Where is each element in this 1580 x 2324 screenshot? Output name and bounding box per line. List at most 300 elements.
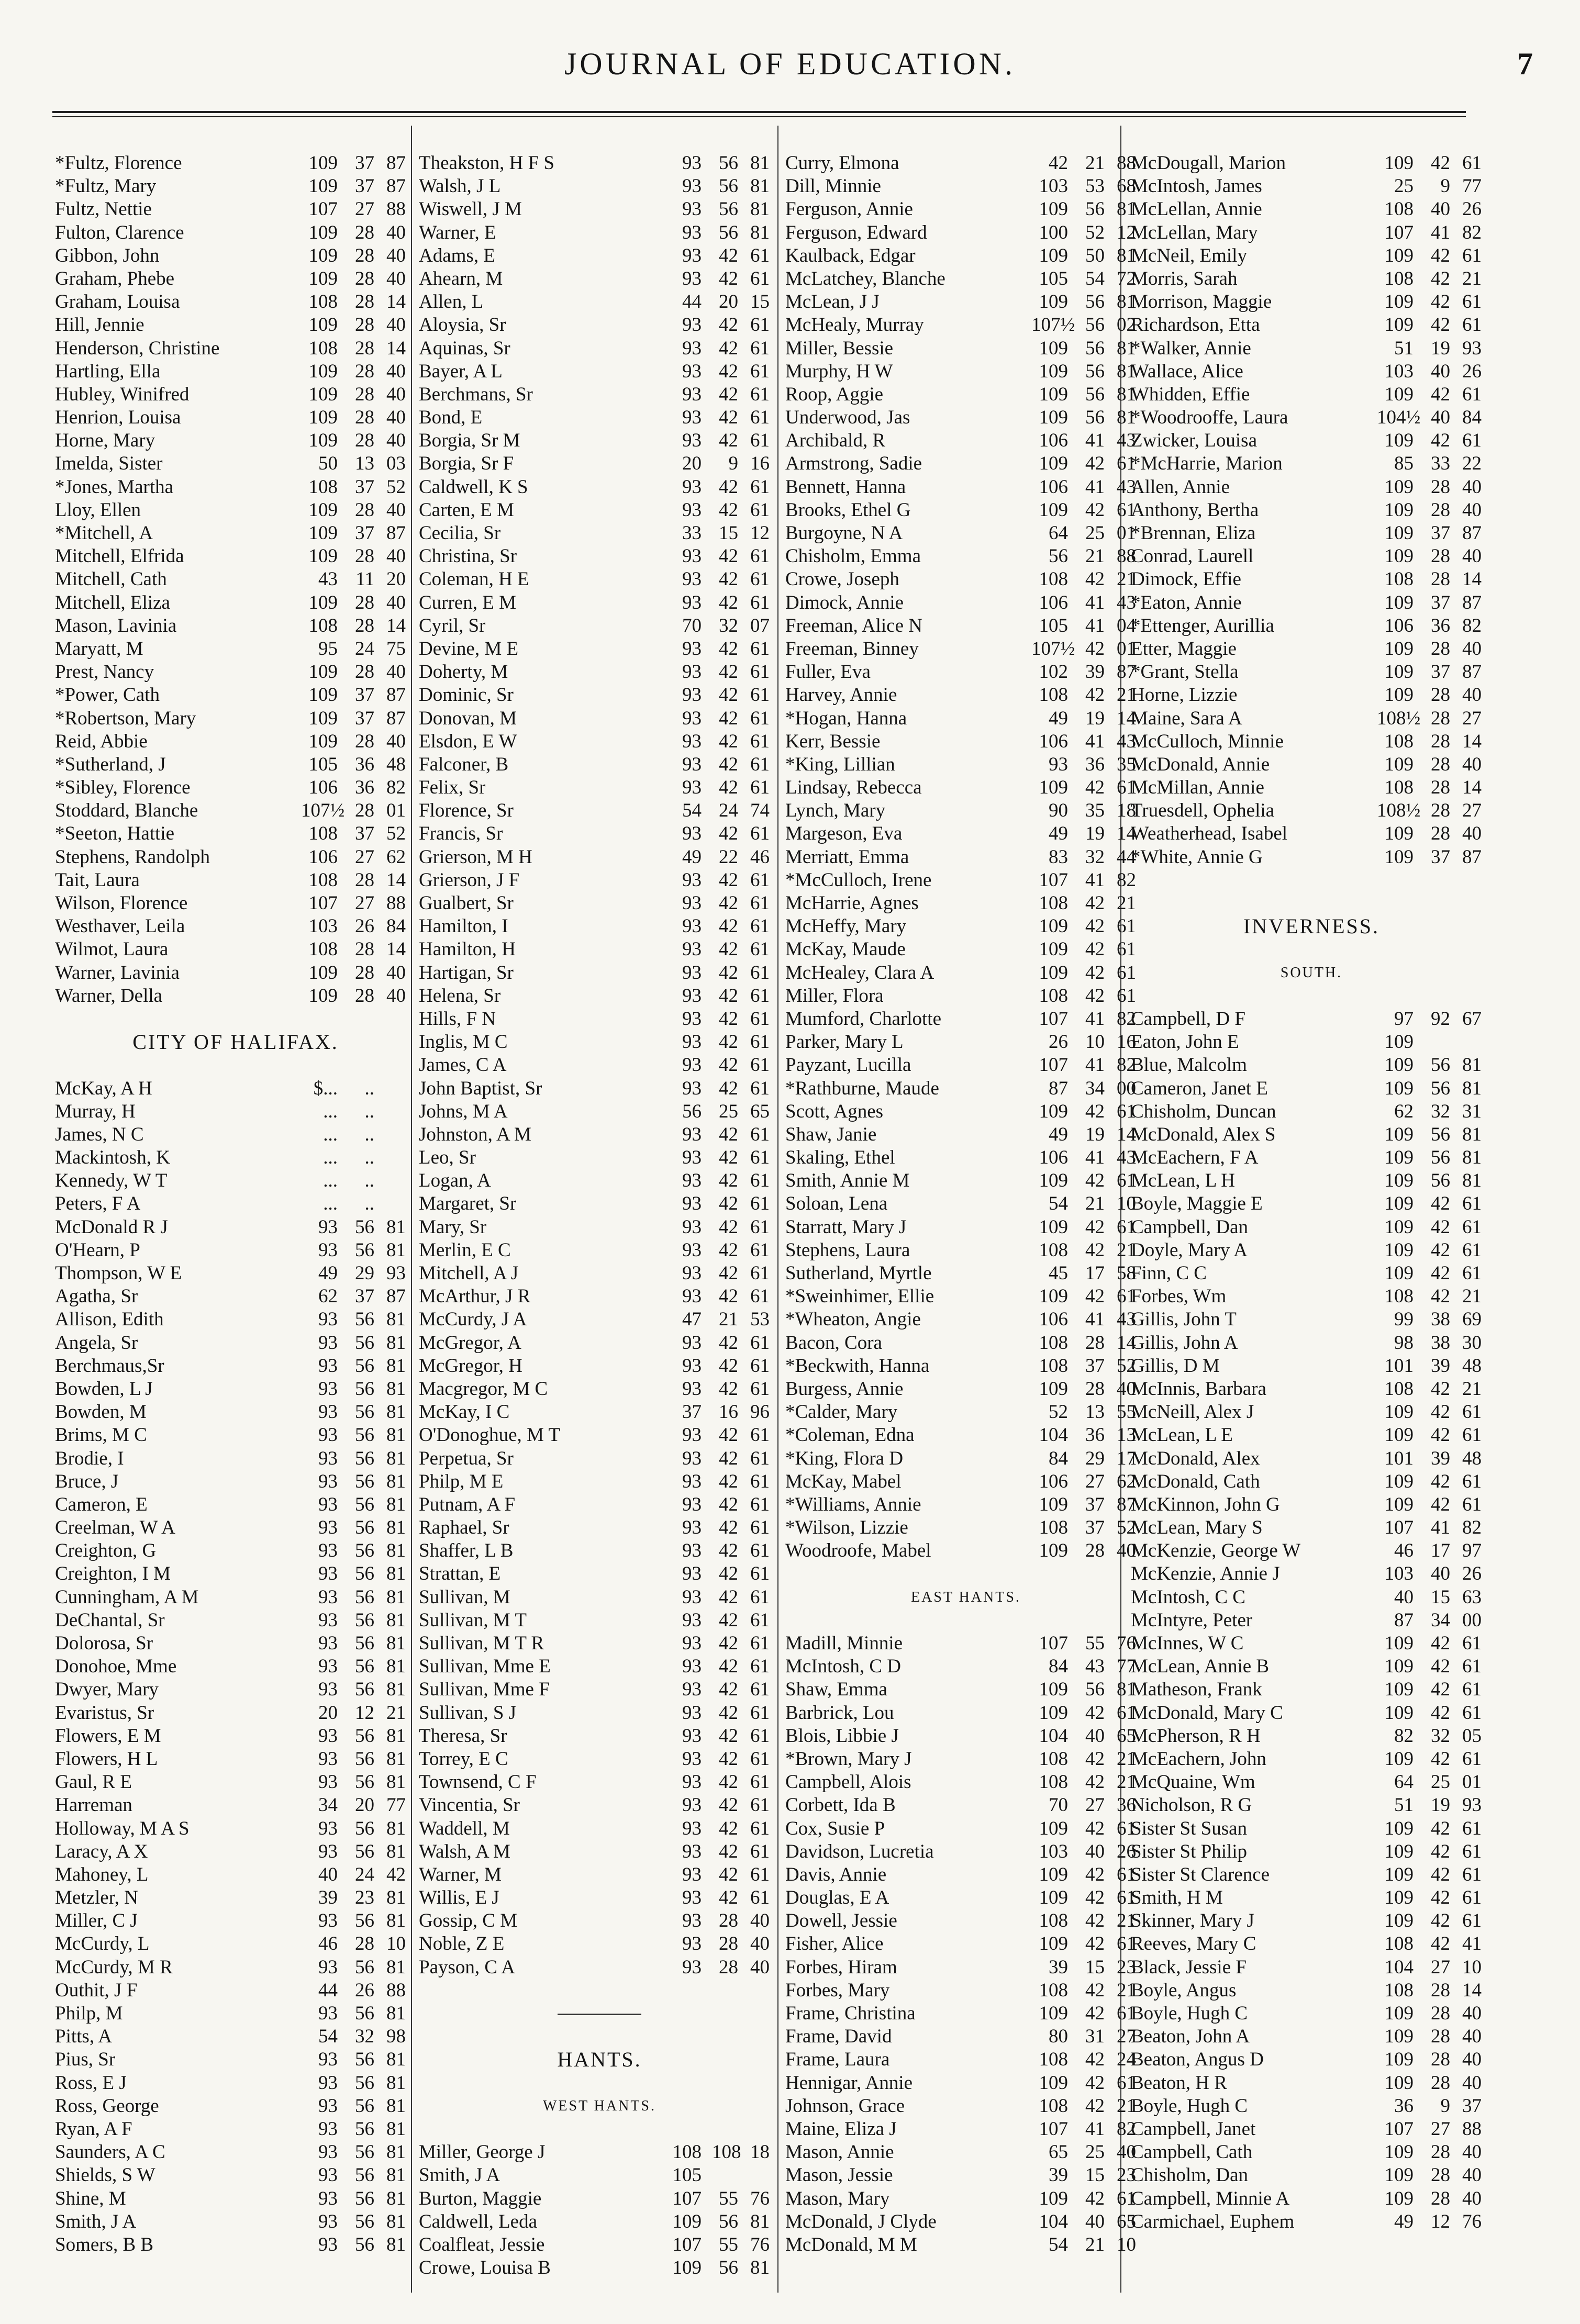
entry-row — [55, 267, 416, 290]
entry-amount: 19 — [1431, 337, 1450, 359]
entry-amount: 42 — [1431, 1887, 1450, 1909]
entry-cents: 14 — [1117, 1332, 1136, 1354]
entry-days: 108 — [1384, 777, 1414, 799]
entry-name: *Fultz, Florence — [55, 152, 182, 174]
entry-amount: 16 — [719, 1401, 738, 1423]
entry-amount: 19 — [1085, 823, 1105, 845]
entry-name: Ross, George — [55, 2095, 159, 2117]
entry-row — [419, 1216, 780, 1239]
entry-cents: 87 — [386, 707, 406, 729]
entry-days: 106 — [1039, 476, 1068, 498]
entry-name: Somers, B B — [55, 2233, 154, 2255]
entry-cents: 61 — [750, 1447, 770, 1469]
entry-days: 93 — [682, 1262, 702, 1284]
entry-amount: 29 — [355, 1262, 374, 1284]
entry-days: 54 — [318, 2026, 338, 2048]
entry-cents: 14 — [386, 291, 406, 313]
entry-amount: 28 — [1431, 2164, 1450, 2186]
entry-amount: 56 — [719, 2210, 738, 2232]
entry-amount: 42 — [719, 753, 738, 775]
entry-row — [419, 1678, 780, 1701]
entry-name: Coalfleat, Jessie — [419, 2233, 545, 2255]
entry-name: Dill, Minnie — [785, 175, 881, 197]
entry-days: 108 — [308, 614, 338, 636]
entry-days: 106 — [1039, 591, 1068, 613]
entry-days: 109 — [308, 430, 338, 452]
entry-name: Frame, Christina — [785, 2003, 916, 2024]
entry-name: Adams, E — [419, 244, 495, 266]
entry-cents: 61 — [750, 1863, 770, 1885]
entry-row — [1131, 360, 1492, 383]
entry-name: Pius, Sr — [55, 2049, 116, 2071]
entry-days: 109 — [1039, 915, 1068, 937]
entry-days: 109 — [308, 244, 338, 266]
entry-name: Florence, Sr — [419, 800, 514, 822]
entry-days: 56 — [682, 1100, 702, 1122]
entry-days: 93 — [682, 985, 702, 1007]
entry-row — [785, 406, 1147, 429]
entry-row — [1131, 1332, 1492, 1355]
entry-name: Curry, Elmona — [785, 152, 899, 174]
entry-row — [785, 753, 1147, 776]
entry-cents: 61 — [750, 1794, 770, 1816]
entry-name: Chisholm, Emma — [785, 545, 921, 567]
entry-cents: 61 — [1462, 314, 1482, 336]
entry-cents: 23 — [1117, 2164, 1136, 2186]
entry-amount: 28 — [719, 1956, 738, 1978]
entry-name: Fultz, Nettie — [55, 198, 152, 220]
entry-row — [1131, 429, 1492, 452]
entry-amount: 37 — [355, 152, 374, 174]
entry-amount: 42 — [1085, 1216, 1105, 1238]
entry-amount: 42 — [719, 1493, 738, 1515]
entry-amount: 42 — [719, 1447, 738, 1469]
entry-cents: 93 — [1462, 1794, 1482, 1816]
entry-amount: 15 — [1085, 2164, 1105, 2186]
entry-cents: 61 — [750, 499, 770, 521]
entry-amount: 56 — [1085, 337, 1105, 359]
entry-cents: 87 — [386, 684, 406, 706]
entry-days: 105 — [1039, 614, 1068, 636]
entry-row — [55, 1886, 416, 1909]
entry-days: 93 — [318, 1355, 338, 1377]
entry-row — [1131, 1169, 1492, 1192]
entry-days: 49 — [318, 1262, 338, 1284]
entry-days: 109 — [1384, 846, 1414, 868]
entry-row — [55, 1817, 416, 1840]
entry-row — [1131, 314, 1492, 337]
entry-days: 108 — [1039, 1517, 1068, 1539]
entry-row — [1131, 1401, 1492, 1424]
entry-amount: 28 — [355, 360, 374, 382]
entry-name: Cox, Susie P — [785, 1817, 885, 1839]
entry-name: Flowers, E M — [55, 1725, 161, 1747]
entry-days: 109 — [308, 707, 338, 729]
entry-row — [1131, 152, 1492, 175]
entry-days: 93 — [318, 1633, 338, 1654]
entry-row — [785, 152, 1147, 175]
entry-days: 93 — [318, 1725, 338, 1747]
entry-amount: 56 — [355, 1656, 374, 1678]
entry-cents: 61 — [1462, 1401, 1482, 1423]
entry-amount: 42 — [1085, 1286, 1105, 1308]
entry-cents: 01 — [1117, 522, 1136, 544]
entry-row — [785, 1192, 1147, 1215]
entry-cents: 40 — [386, 661, 406, 683]
entry-amount: 28 — [355, 614, 374, 636]
entry-days: 107½ — [1031, 314, 1075, 336]
entry-cents: 87 — [386, 175, 406, 197]
entry-amount: 42 — [719, 823, 738, 845]
entry-name: Ryan, A F — [55, 2118, 132, 2140]
entry-days: 109 — [1384, 661, 1414, 683]
entry-cents: 04 — [1117, 614, 1136, 636]
entry-name: Crowe, Louisa B — [419, 2257, 551, 2279]
entry-cents: 10 — [1117, 2233, 1136, 2255]
entry-days: 109 — [1384, 1054, 1414, 1076]
entry-name: McHealey, Clara A — [785, 962, 934, 984]
entry-name: Borgia, Sr M — [419, 430, 520, 452]
entry-amount: 24 — [355, 1863, 374, 1885]
entry-amount: 42 — [1085, 684, 1105, 706]
entry-name: *Ettenger, Aurillia — [1131, 614, 1274, 636]
entry-cents: 81 — [1462, 1170, 1482, 1192]
entry-name: *Brennan, Eliza — [1131, 522, 1256, 544]
entry-name: McKinnon, John G — [1131, 1493, 1280, 1515]
entry-days: 84 — [1049, 1656, 1068, 1678]
entry-name: *Grant, Stella — [1131, 661, 1239, 683]
entry-amount: 56 — [355, 1401, 374, 1423]
entry-cents: 61 — [750, 1077, 770, 1099]
entry-row — [1131, 1817, 1492, 1840]
entry-row — [419, 1840, 780, 1863]
entry-name: Payson, C A — [419, 1956, 516, 1978]
entry-days: 109 — [1039, 938, 1068, 960]
entry-cents: 81 — [386, 1910, 406, 1932]
entry-row — [785, 1285, 1147, 1308]
entry-amount: 28 — [355, 938, 374, 960]
entry-row — [785, 1748, 1147, 1771]
entry-amount: 42 — [719, 1887, 738, 1909]
entry-row — [1131, 175, 1492, 198]
entry-row — [419, 2210, 780, 2233]
entry-days: 93 — [682, 1956, 702, 1978]
entry-days: 93 — [682, 1725, 702, 1747]
entry-name: Helena, Sr — [419, 985, 501, 1007]
entry-days: 109 — [1039, 1540, 1068, 1562]
entry-name: Sister St Clarence — [1131, 1863, 1270, 1885]
entry-days: $... — [313, 1077, 338, 1099]
entry-row — [785, 915, 1147, 938]
entry-row — [1131, 1956, 1492, 1979]
entry-days: 107 — [1039, 1633, 1068, 1654]
entry-days: 109 — [308, 314, 338, 336]
entry-name: McKay, Mabel — [785, 1470, 902, 1492]
entry-amount: 32 — [1431, 1100, 1450, 1122]
entry-row — [1131, 1285, 1492, 1308]
entry-days: 109 — [1384, 1863, 1414, 1885]
entry-amount: 42 — [719, 1193, 738, 1215]
entry-name: Wilmot, Laura — [55, 938, 169, 960]
entry-row — [1131, 1239, 1492, 1262]
entry-name: Maine, Eliza J — [785, 2118, 897, 2140]
entry-row — [785, 1771, 1147, 1794]
entry-name: Weatherhead, Isabel — [1131, 823, 1288, 845]
entry-name: Parker, Mary L — [785, 1031, 904, 1053]
entry-name: Beaton, H R — [1131, 2072, 1227, 2094]
entry-amount: 42 — [719, 1123, 738, 1145]
entry-cents: 61 — [1462, 1216, 1482, 1238]
entry-name: Brooks, Ethel G — [785, 499, 911, 521]
entry-row — [419, 152, 780, 175]
entry-cents: 61 — [1462, 1193, 1482, 1215]
entry-name: Philp, M E — [419, 1470, 504, 1492]
entry-row — [1131, 452, 1492, 475]
entry-amount: 42 — [719, 1656, 738, 1678]
entry-name: Maine, Sara A — [1131, 707, 1242, 729]
entry-row — [55, 1678, 416, 1701]
entry-days: 93 — [318, 2003, 338, 2024]
entry-amount: 42 — [1085, 2187, 1105, 2209]
entry-days: 93 — [318, 1771, 338, 1793]
entry-days: 108 — [308, 291, 338, 313]
entry-amount: 42 — [1431, 1702, 1450, 1724]
entry-cents: 82 — [386, 777, 406, 799]
entry-name: Hartigan, Sr — [419, 962, 514, 984]
entry-days: 108½ — [1377, 800, 1421, 822]
entry-name: Ferguson, Annie — [785, 198, 913, 220]
entry-days: 108 — [1039, 1332, 1068, 1354]
entry-name: Campbell, Minnie A — [1131, 2187, 1290, 2209]
entry-days: 93 — [682, 267, 702, 289]
entry-days: 49 — [1049, 1123, 1068, 1145]
entry-days: 108 — [1384, 1979, 1414, 2001]
entry-cents: 61 — [750, 1771, 770, 1793]
entry-row — [785, 1794, 1147, 1817]
entry-amount: 21 — [1085, 1193, 1105, 1215]
entry-days: 49 — [1049, 823, 1068, 845]
entry-amount: 28 — [1431, 476, 1450, 498]
entry-days: 109 — [672, 2210, 702, 2232]
entry-row — [55, 1840, 416, 1863]
entry-row — [55, 1725, 416, 1748]
entry-days: 51 — [1394, 1794, 1414, 1816]
entry-row — [55, 591, 416, 614]
entry-row — [419, 1794, 780, 1817]
entry-cents: 61 — [1462, 1262, 1482, 1284]
entry-row — [785, 1424, 1147, 1447]
entry-amount: 43 — [1085, 1656, 1105, 1678]
entry-name: Davis, Annie — [785, 1863, 887, 1885]
entry-days: 107 — [1039, 2118, 1068, 2140]
entry-amount: 41 — [1085, 1054, 1105, 1076]
entry-cents: 61 — [750, 476, 770, 498]
entry-cents: 61 — [750, 753, 770, 775]
entry-row — [419, 1031, 780, 1054]
entry-row — [419, 938, 780, 961]
entry-name: Mitchell, Eliza — [55, 591, 170, 613]
entry-name: Shaw, Emma — [785, 1679, 887, 1701]
entry-amount: 42 — [1085, 2095, 1105, 2117]
entry-amount: 56 — [719, 175, 738, 197]
entry-row — [55, 985, 416, 1008]
entry-days: 93 — [318, 1424, 338, 1446]
entry-amount: 56 — [355, 1239, 374, 1261]
entry-row — [1131, 1840, 1492, 1863]
entry-row — [419, 244, 780, 267]
entry-row — [785, 1447, 1147, 1470]
entry-row — [785, 1956, 1147, 1979]
entry-row — [55, 661, 416, 684]
entry-cents: 81 — [1117, 407, 1136, 429]
entry-name: *King, Lillian — [785, 753, 895, 775]
entry-days: 93 — [682, 545, 702, 567]
entry-row — [785, 1169, 1147, 1192]
entry-amount: 28 — [355, 1933, 374, 1955]
entry-name: *Power, Cath — [55, 684, 160, 706]
entry-days: 93 — [318, 2072, 338, 2094]
entry-amount: 42 — [1085, 2049, 1105, 2071]
entry-cents: 40 — [1462, 638, 1482, 660]
entry-cents: 61 — [750, 1656, 770, 1678]
entry-cents: 40 — [386, 267, 406, 289]
entry-amount: 56 — [355, 1633, 374, 1654]
entry-name: Nicholson, R G — [1131, 1794, 1252, 1816]
entry-days: 97 — [1394, 1008, 1414, 1030]
entry-cents: 81 — [386, 1586, 406, 1608]
entry-cents: 81 — [386, 1633, 406, 1654]
entry-row — [55, 1077, 416, 1100]
entry-cents: 81 — [386, 2210, 406, 2232]
entry-row — [785, 1539, 1147, 1562]
entry-row — [785, 1886, 1147, 1909]
entry-name: Murray, H — [55, 1100, 136, 1122]
entry-name: McEachern, John — [1131, 1748, 1266, 1770]
entry-name: Chisholm, Duncan — [1131, 1100, 1276, 1122]
entry-cents: 82 — [1117, 2118, 1136, 2140]
entry-days: 109 — [1384, 1656, 1414, 1678]
entry-days: 106 — [1039, 1470, 1068, 1492]
entry-amount: 42 — [719, 1609, 738, 1631]
entry-amount: 42 — [719, 568, 738, 590]
entry-amount: 42 — [719, 591, 738, 613]
entry-days: 104 — [1039, 1424, 1068, 1446]
entry-cents: 43 — [1117, 591, 1136, 613]
entry-row — [785, 2118, 1147, 2141]
entry-row — [419, 1493, 780, 1516]
entry-name: Wallace, Alice — [1131, 360, 1243, 382]
entry-days: 104 — [1039, 2210, 1068, 2232]
entry-cents: 61 — [1117, 2072, 1136, 2094]
entry-days: ... — [323, 1193, 338, 1215]
entry-days: 93 — [682, 1679, 702, 1701]
entry-amount: 56 — [719, 198, 738, 220]
entry-row — [419, 1562, 780, 1585]
entry-amount: 42 — [1431, 430, 1450, 452]
entry-name: McIntosh, C D — [785, 1656, 901, 1678]
entry-days: 93 — [318, 1563, 338, 1585]
entry-days: 109 — [1384, 1239, 1414, 1261]
entry-days: 108 — [1384, 568, 1414, 590]
entry-amount: 37 — [1431, 522, 1450, 544]
entry-days: 93 — [682, 1493, 702, 1515]
entry-row — [785, 1146, 1147, 1169]
entry-name: *Mitchell, A — [55, 522, 153, 544]
entry-name: Barbrick, Lou — [785, 1702, 894, 1724]
entry-row — [55, 869, 416, 892]
entry-name: Bond, E — [419, 407, 483, 429]
entry-cents: 61 — [750, 1031, 770, 1053]
entry-cents: 81 — [386, 1355, 406, 1377]
entry-name: Philp, M — [55, 2003, 123, 2024]
entry-days: 109 — [1384, 1840, 1414, 1862]
entry-cents: 77 — [1117, 1656, 1136, 1678]
entry-days: 108 — [1039, 2095, 1068, 2117]
entry-row — [785, 1632, 1147, 1655]
entry-days: 93 — [318, 2164, 338, 2186]
entry-cents: 44 — [1117, 846, 1136, 868]
entry-row — [1131, 2095, 1492, 2118]
entry-row — [785, 1239, 1147, 1262]
entry-days: 93 — [682, 1054, 702, 1076]
entry-name: Burgoyne, N A — [785, 522, 903, 544]
entry-name: Mitchell, A J — [419, 1262, 519, 1284]
entry-amount: 17 — [1431, 1540, 1450, 1562]
entry-cents: 81 — [750, 2257, 770, 2279]
entry-name: McLean, L E — [1131, 1424, 1233, 1446]
entry-cents: 55 — [1117, 1401, 1136, 1423]
entry-name: Peters, F A — [55, 1193, 141, 1215]
entry-amount: 42 — [719, 684, 738, 706]
entry-days: 93 — [682, 1933, 702, 1955]
entry-row — [785, 776, 1147, 799]
entry-row — [1131, 753, 1492, 776]
entry-days: 109 — [1039, 407, 1068, 429]
entry-amount: 42 — [719, 1262, 738, 1284]
entry-days: 93 — [682, 638, 702, 660]
entry-amount: 42 — [719, 869, 738, 891]
entry-days: 109 — [1039, 1817, 1068, 1839]
entry-days: 93 — [682, 221, 702, 243]
entry-days: 46 — [1394, 1540, 1414, 1562]
entry-row — [1131, 1424, 1492, 1447]
entry-days: 109 — [308, 985, 338, 1007]
entry-cents: 61 — [750, 360, 770, 382]
entry-amount: 36 — [1085, 1424, 1105, 1446]
entry-name: *Eaton, Annie — [1131, 591, 1242, 613]
entry-days: 109 — [1039, 1100, 1068, 1122]
entry-days: 93 — [682, 1447, 702, 1469]
entry-amount: 38 — [1431, 1309, 1450, 1331]
entry-days: 101 — [1384, 1355, 1414, 1377]
entry-days: ... — [323, 1170, 338, 1192]
entry-cents: 61 — [1462, 1470, 1482, 1492]
entry-amount: 37 — [355, 1286, 374, 1308]
entry-cents: 61 — [1117, 962, 1136, 984]
entry-amount: 42 — [719, 1748, 738, 1770]
entry-name: Pitts, A — [55, 2026, 112, 2048]
entry-amount: 53 — [1085, 175, 1105, 197]
entry-row — [785, 221, 1147, 244]
entry-amount: 12 — [1431, 2210, 1450, 2232]
entry-cents: 40 — [1462, 2187, 1482, 2209]
entry-days: 93 — [318, 2233, 338, 2255]
entry-days: 93 — [318, 2095, 338, 2117]
entry-name: McHarrie, Agnes — [785, 892, 919, 914]
entry-amount: 55 — [719, 2187, 738, 2209]
entry-name: Harreman — [55, 1794, 132, 1816]
entry-cents: 61 — [1462, 1840, 1482, 1862]
